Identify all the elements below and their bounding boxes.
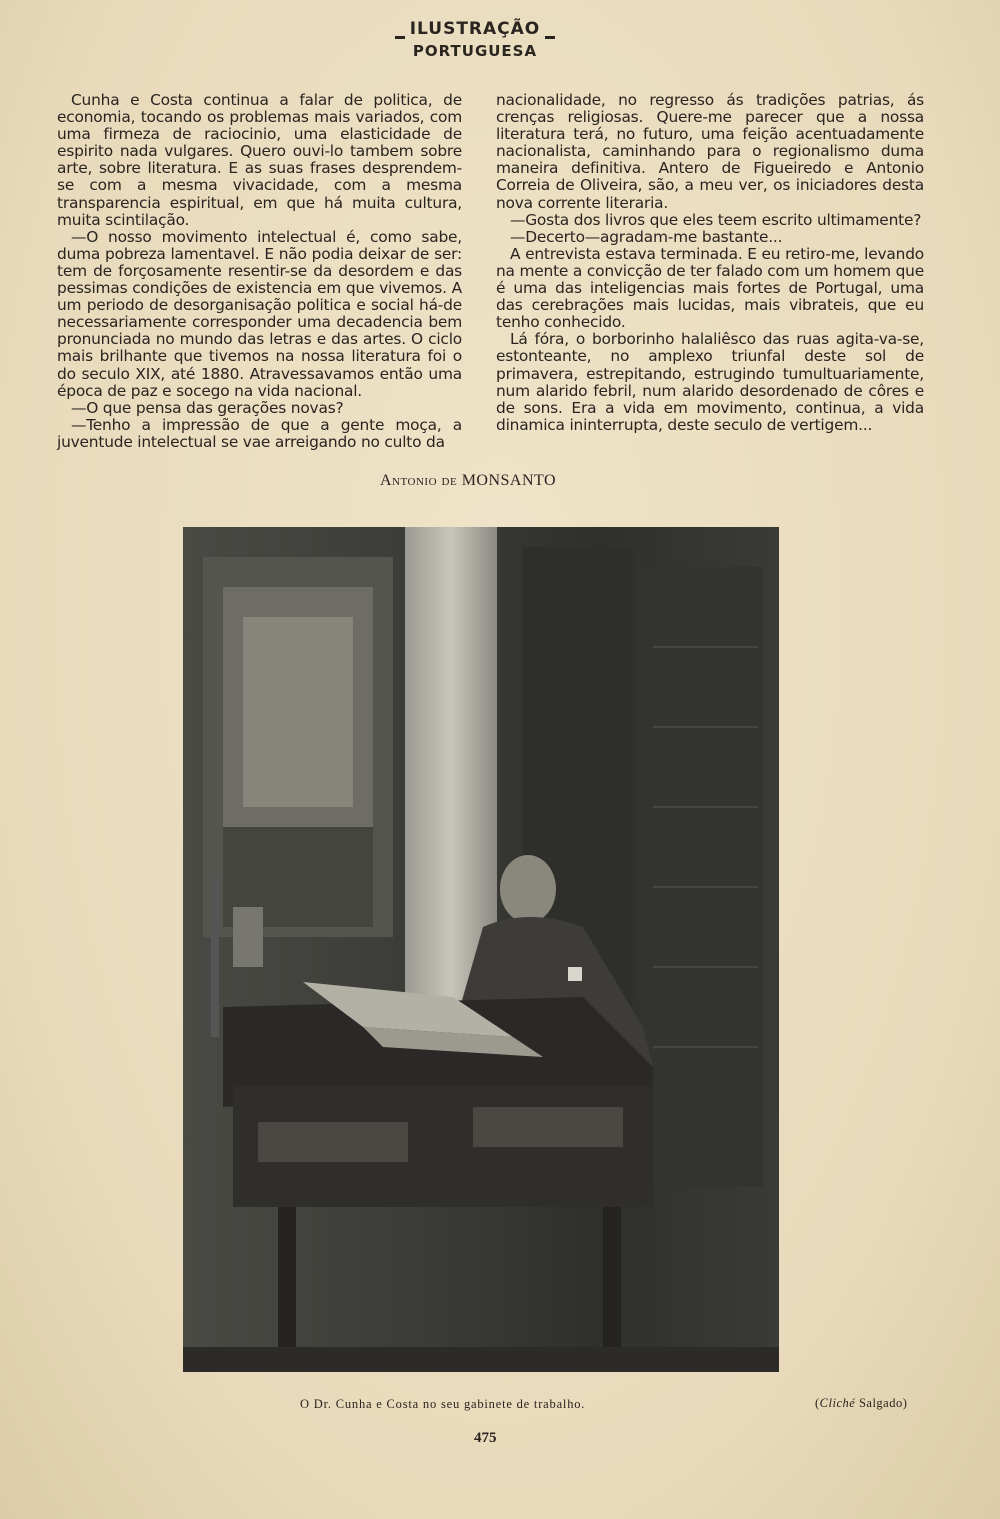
paragraph: —O nosso movimento intelectual é, como sabe, duma pobreza lamentavel. E não podia deixar de ser: tem de forçosamente resentir-se da desordem e das pessimas condições de existencia em que vivemos. A um periodo de desorganisação politica e social há-de necessariamente corresponder uma decadencia bem pronunciada no mundo das letras e das artes. O ciclo mais brilhante que tivemos na nossa literatura foi o do seculo XIX, até 1880. Atravessavamos então uma época de paz e socego na vida nacional. [57,227,462,400]
paragraph: A entrevista estava terminada. E eu retiro-me, levando na mente a convicção de ter falado com um homem que é uma das inteligencias mais fortes de Portugal, uma das cerebrações mais lucidas, mais vibrateis, que eu tenho conhecido. [496,244,924,332]
paragraph: Lá fóra, o borborinho halaliêsco das ruas agita-va-se, estonteante, no amplexo triunfal deste sol de primavera, estrepitando, estrugindo tumultuariamente, num alarido febril, num alarido desordenado de côres e de sons. Era a vida em movimento, continua, a vida dinamica ininterrupta, deste seculo de vertigem... [496,330,924,434]
masthead-dash-right [545,36,555,39]
page-number: 475 [474,1430,497,1446]
masthead-line2: PORTUGUESA [412,42,538,60]
paragraph: Cunha e Costa continua a falar de politica, de economia, tocando os problemas mais variados, com uma firmeza de raciocinio, uma elasticidade de espirito nada vulgares. Quero ouvi-lo tambem sobre arte, sobre literatura. E as suas frases desprendem-se com a mesma vivacidade, com a mesma transparencia espiritual, em que há muita cultura, muita scintilação. [57,91,462,229]
right-text-column [496,92,924,434]
photo-caption: O Dr. Cunha e Costa no seu gabinete de trabalho. [300,1397,586,1411]
paragraph: nacionalidade, no regresso ás tradições patrias, ás crenças religiosas. Quere-me parecer que a nossa literatura terá, no futuro, uma feição acentuadamente nacionalista, caminhando para o regionalismo duma maneira definitiva. Antero de Figueiredo e Antonio Correia de Oliveira, são, a meu ver, os iniciadores desta nova corrente literaria. [496,91,924,212]
author-first: Antonio de [380,472,458,489]
photo-credit [815,1396,907,1411]
photograph [183,527,779,1372]
author-last: MONSANTO [461,472,557,489]
paragraph: —O que pensa das gerações novas? [71,398,344,417]
credit-cliche: Cliché [819,1396,856,1410]
masthead-dash-left [395,36,405,39]
masthead-logo [395,18,555,66]
paragraph: —Tenho a impressão de que a gente moça, a juventude intelectual se vae arreigando no culto da [57,415,462,451]
author-byline [380,472,556,490]
paragraph: —Gosta dos livros que eles teem escrito ultimamente? [510,210,922,229]
left-text-column [57,92,462,451]
masthead-line1: ILUSTRAÇÃO [409,19,541,39]
credit-name: Salgado) [855,1396,908,1410]
photograph-image [183,527,779,1372]
paragraph: —Decerto—agradam-me bastante... [510,227,783,246]
credit-open: ( [815,1396,820,1410]
